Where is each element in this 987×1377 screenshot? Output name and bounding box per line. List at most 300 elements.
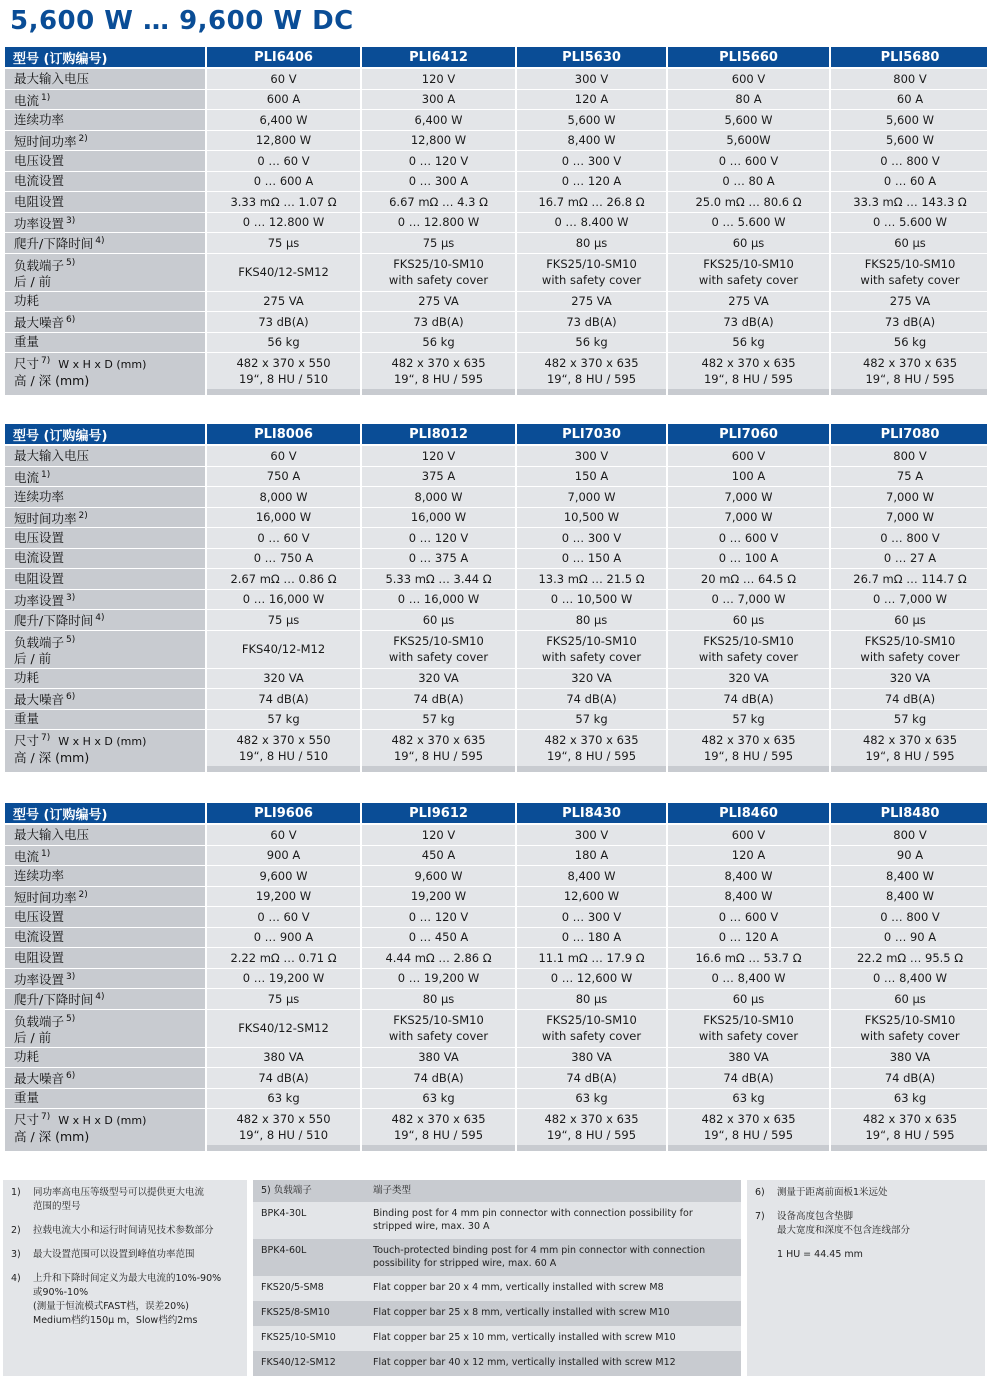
row-label-text — [14, 590, 203, 609]
table-cell: 0 … 150 A — [517, 549, 666, 570]
terminal-desc — [373, 1282, 741, 1295]
row-label — [5, 172, 205, 193]
row-label — [5, 825, 205, 846]
row-label-text — [14, 950, 203, 966]
row-label-main: 尺寸 — [14, 356, 40, 371]
cell-line-2: with safety cover — [860, 650, 960, 664]
table-cell: 600 V — [668, 446, 829, 467]
footnote-ref: 1) — [41, 848, 51, 859]
table-cell: 12,800 W — [362, 131, 515, 152]
row-label-main: 功率设置 — [14, 215, 65, 231]
table-cell: 0 … 300 A — [362, 172, 515, 193]
table-cell: 57 kg — [362, 710, 515, 731]
table-cell: 16,000 W — [207, 508, 360, 529]
table-cell: 5,600W — [668, 131, 829, 152]
footnotes-left — [3, 1180, 247, 1376]
terminal-desc-line: Touch-protected binding post for 4 mm pin connector with connection — [373, 1245, 706, 1256]
row-label-main: 负载端子 — [14, 1013, 65, 1029]
cell-line-1: 482 x 370 x 550 — [236, 1112, 331, 1126]
row-label-main: 最大噪音 — [14, 692, 65, 708]
table-cell — [517, 1109, 666, 1151]
table-cell — [517, 730, 666, 772]
row-label-text — [14, 90, 203, 109]
table-cell: 0 … 60 V — [207, 528, 360, 549]
table-cell: 74 dB(A) — [517, 689, 666, 710]
table-cell: 60 µs — [831, 989, 987, 1010]
footnote-line: 或90%-10% — [33, 1287, 89, 1298]
table-cell: 8,400 W — [517, 131, 666, 152]
table-cell — [668, 254, 829, 292]
table-cell: 300 V — [517, 446, 666, 467]
table-row — [5, 254, 987, 292]
footnote-ref: 7) — [41, 733, 51, 743]
table-cell: 75 µs — [207, 233, 360, 254]
cell-line-1: FKS25/10-SM10 — [864, 1013, 956, 1027]
terminal-desc-line: Flat copper bar 20 x 4 mm, vertically installed with screw M8 — [373, 1282, 664, 1293]
row-label — [5, 508, 205, 529]
footnote-ref: 3) — [66, 215, 76, 226]
row-label-main: 电流设置 — [14, 929, 65, 945]
header-row — [5, 47, 987, 69]
terminal-desc — [373, 1332, 741, 1345]
table-cell: 0 … 16,000 W — [362, 590, 515, 611]
table-cell: 120 A — [668, 846, 829, 867]
footnote-line: (测量于恒流模式FAST档，误差20%) — [33, 1301, 189, 1312]
row-label — [5, 907, 205, 928]
terminal-header-key: 5) 负载端子 — [261, 1184, 312, 1196]
table-cell: 63 kg — [831, 1089, 987, 1110]
row-label — [5, 467, 205, 488]
table-cell: 0 … 8,400 W — [668, 969, 829, 990]
table-cell: 380 VA — [362, 1048, 515, 1069]
row-label-line2: 高 / 深 (mm) — [14, 750, 90, 765]
row-label — [5, 669, 205, 690]
terminal-row — [253, 1326, 741, 1351]
terminal-row — [253, 1301, 741, 1326]
table-cell: 56 kg — [668, 333, 829, 354]
table-cell — [207, 254, 360, 292]
table-cell: 63 kg — [668, 1089, 829, 1110]
table-cell — [831, 1109, 987, 1151]
table-cell: 5,600 W — [668, 110, 829, 131]
row-label-text — [14, 112, 203, 128]
table-row — [5, 1010, 987, 1048]
row-label — [5, 1109, 205, 1151]
terminal-key: BPK4-30L — [261, 1208, 307, 1219]
table-row — [5, 467, 987, 488]
table-row — [5, 233, 987, 254]
footnote-ref: 3) — [66, 971, 76, 982]
table-row — [5, 1068, 987, 1089]
footnote-ref: 7) — [41, 1112, 51, 1122]
row-label-main: 电阻设置 — [14, 570, 65, 586]
table-row — [5, 866, 987, 887]
table-cell: 60 µs — [831, 610, 987, 631]
row-label-main: 功耗 — [14, 670, 40, 686]
table-cell: 80 µs — [362, 989, 515, 1010]
row-label-text — [14, 1049, 203, 1065]
table-cell: 75 µs — [362, 233, 515, 254]
table-cell: 20 mΩ … 64.5 Ω — [668, 569, 829, 590]
table-cell: 3.33 mΩ … 1.07 Ω — [207, 192, 360, 213]
table-cell: 0 … 60 V — [207, 907, 360, 928]
cell-line-2: with safety cover — [860, 273, 960, 287]
row-label — [5, 353, 205, 395]
footnote-line: 范围的型号 — [33, 1201, 81, 1212]
row-label-text — [14, 969, 203, 988]
row-label-main: 连续功率 — [14, 111, 65, 127]
table-row — [5, 213, 987, 234]
footnote-ref: 4) — [95, 236, 105, 247]
table-cell: 11.1 mΩ … 17.9 Ω — [517, 948, 666, 969]
footnotes-right — [747, 1180, 985, 1376]
footnote-ref: 2) — [78, 133, 88, 144]
terminal-desc-line: Flat copper bar 40 x 12 mm, vertically installed with screw M12 — [373, 1357, 676, 1368]
table-cell: 0 … 800 V — [831, 907, 987, 928]
table-cell: 60 A — [831, 90, 987, 111]
row-label-text — [14, 448, 203, 464]
row-label-text — [14, 1090, 203, 1106]
row-label — [5, 233, 205, 254]
row-label — [5, 549, 205, 570]
table-cell: 74 dB(A) — [831, 1068, 987, 1089]
table-cell — [207, 353, 360, 395]
footnote — [11, 1272, 239, 1328]
row-label-text — [14, 508, 203, 527]
cell-line-1: FKS40/12-M12 — [241, 642, 326, 656]
row-label-main: 尺寸 — [14, 1112, 40, 1127]
row-label — [5, 192, 205, 213]
footnote-number: 6) — [755, 1187, 765, 1198]
table-cell: 60 V — [207, 825, 360, 846]
table-cell: 12,800 W — [207, 131, 360, 152]
row-label-main: 负载端子 — [14, 257, 65, 273]
table-cell: 75 A — [831, 467, 987, 488]
table-cell: 800 V — [831, 446, 987, 467]
footnote-number: 7) — [755, 1211, 765, 1222]
model-name: PLI5680 — [831, 47, 987, 69]
table-row — [5, 989, 987, 1010]
table-cell: 120 A — [517, 90, 666, 111]
table-row — [5, 846, 987, 867]
row-label — [5, 254, 205, 292]
table-cell: 380 VA — [831, 1048, 987, 1069]
row-label-text — [14, 571, 203, 587]
cell-line-2: 19“, 8 HU / 595 — [703, 1128, 794, 1142]
table-row — [5, 710, 987, 731]
table-cell — [831, 631, 987, 669]
table-cell: 120 V — [362, 825, 515, 846]
footnote-text — [33, 1272, 239, 1328]
table-cell: 800 V — [831, 69, 987, 90]
header-row — [5, 424, 987, 446]
table-cell: 0 … 10,500 W — [517, 590, 666, 611]
footnote-number: 3) — [11, 1249, 21, 1260]
row-label-text — [14, 153, 203, 169]
table-row — [5, 610, 987, 631]
model-name: PLI8430 — [517, 803, 666, 825]
cell-line-2: 19“, 8 HU / 595 — [865, 749, 955, 763]
row-label — [5, 1010, 205, 1048]
table-cell: 0 … 120 A — [517, 172, 666, 193]
table-cell — [668, 1109, 829, 1151]
cell-line-1: FKS25/10-SM10 — [546, 1013, 637, 1027]
row-label — [5, 989, 205, 1010]
terminal-types-table — [253, 1180, 741, 1376]
cell-line-1: FKS25/10-SM10 — [703, 1013, 794, 1027]
header-label: 型号 (订购编号) — [5, 424, 205, 446]
table-cell: 57 kg — [668, 710, 829, 731]
model-name: PLI5630 — [517, 47, 666, 69]
hu-note: 1 HU = 44.45 mm — [777, 1249, 863, 1260]
table-cell: 73 dB(A) — [831, 312, 987, 333]
table-row — [5, 151, 987, 172]
table-cell: 2.22 mΩ … 0.71 Ω — [207, 948, 360, 969]
cell-line-1: FKS40/12-SM12 — [238, 1021, 329, 1035]
cell-line-1: FKS25/10-SM10 — [703, 257, 794, 271]
row-label-main: 功耗 — [14, 293, 40, 309]
cell-line-1: FKS25/10-SM10 — [546, 634, 637, 648]
table-cell: 0 … 120 V — [362, 528, 515, 549]
table-cell: 600 A — [207, 90, 360, 111]
model-name: PLI9612 — [362, 803, 515, 825]
cell-line-2: 19“, 8 HU / 595 — [393, 749, 484, 763]
row-label — [5, 213, 205, 234]
terminal-row — [253, 1202, 741, 1239]
row-label-main: 电流 — [14, 469, 40, 485]
terminal-desc — [373, 1245, 741, 1270]
table-cell: 380 VA — [207, 1048, 360, 1069]
table-row — [5, 353, 987, 395]
row-label-text — [14, 1068, 203, 1087]
table-cell: 73 dB(A) — [517, 312, 666, 333]
table-cell: 320 VA — [517, 669, 666, 690]
table-cell: 12,600 W — [517, 887, 666, 908]
footnote-ref: 1) — [41, 469, 51, 480]
table-cell: 7,000 W — [831, 508, 987, 529]
terminal-desc — [373, 1307, 741, 1320]
table-cell — [207, 1109, 360, 1151]
table-cell: 275 VA — [207, 292, 360, 313]
table-row — [5, 825, 987, 846]
table-cell: 7,000 W — [668, 487, 829, 508]
table-cell — [362, 730, 515, 772]
row-label-text — [14, 131, 203, 150]
terminal-key: FKS40/12-SM12 — [261, 1357, 336, 1368]
terminal-desc-line: Binding post for 4 mm pin connector with connection possibility for — [373, 1208, 693, 1219]
table-row — [5, 528, 987, 549]
row-label-main: 最大输入电压 — [14, 826, 90, 842]
table-cell: 375 A — [362, 467, 515, 488]
row-label-text — [14, 71, 203, 87]
row-label-text — [14, 846, 203, 865]
table-cell: 2.67 mΩ … 0.86 Ω — [207, 569, 360, 590]
row-label-text — [14, 868, 203, 884]
model-name: PLI8006 — [207, 424, 360, 446]
footnotes — [3, 1180, 985, 1376]
table-cell: 5.33 mΩ … 3.44 Ω — [362, 569, 515, 590]
table-cell: 0 … 5.600 W — [831, 213, 987, 234]
footnote — [11, 1224, 239, 1238]
cell-line-1: 482 x 370 x 550 — [236, 356, 331, 370]
table-cell: 16.7 mΩ … 26.8 Ω — [517, 192, 666, 213]
table-cell: 80 µs — [517, 233, 666, 254]
table-cell: 0 … 600 V — [668, 907, 829, 928]
row-label-text — [14, 610, 203, 629]
cell-line-1: FKS25/10-SM10 — [864, 634, 956, 648]
table-cell — [207, 730, 360, 772]
model-name: PLI7080 — [831, 424, 987, 446]
table-cell: 9,600 W — [362, 866, 515, 887]
row-label-text — [14, 530, 203, 546]
table-cell: 13.3 mΩ … 21.5 Ω — [517, 569, 666, 590]
spec-table-3 — [3, 803, 987, 1151]
footnote — [11, 1248, 239, 1262]
row-label — [5, 590, 205, 611]
model-name: PLI7060 — [668, 424, 829, 446]
row-label-main: 最大输入电压 — [14, 70, 90, 86]
table-cell: 60 V — [207, 446, 360, 467]
row-label-line2: 后 / 前 — [14, 650, 52, 666]
table-cell: 0 … 800 V — [831, 151, 987, 172]
row-label — [5, 689, 205, 710]
footnote — [11, 1186, 239, 1214]
table-cell: 6,400 W — [362, 110, 515, 131]
row-label — [5, 333, 205, 354]
table-cell: 380 VA — [668, 1048, 829, 1069]
table-row — [5, 969, 987, 990]
table-row — [5, 292, 987, 313]
row-label — [5, 151, 205, 172]
row-label-text — [14, 334, 203, 350]
cell-line-2: 19“, 8 HU / 510 — [238, 1128, 329, 1142]
table-cell — [517, 353, 666, 395]
cell-line-2: 19“, 8 HU / 595 — [703, 749, 794, 763]
row-label-main: 爬升/下降时间 — [14, 613, 94, 629]
footnote-ref: 1) — [41, 92, 51, 103]
table-cell: 750 A — [207, 467, 360, 488]
terminal-row — [253, 1276, 741, 1301]
model-name: PLI8480 — [831, 803, 987, 825]
table-cell: 63 kg — [207, 1089, 360, 1110]
table-cell: 25.0 mΩ … 80.6 Ω — [668, 192, 829, 213]
row-label-main: 短时间功率 — [14, 133, 77, 149]
table-cell: 0 … 19,200 W — [207, 969, 360, 990]
table-row — [5, 669, 987, 690]
table-cell — [831, 1010, 987, 1048]
table-cell: 6.67 mΩ … 4.3 Ω — [362, 192, 515, 213]
footnote-number: 1) — [11, 1187, 21, 1198]
table-cell: 800 V — [831, 825, 987, 846]
row-label — [5, 90, 205, 111]
table-row — [5, 131, 987, 152]
table-cell: 0 … 300 V — [517, 528, 666, 549]
cell-line-2: with safety cover — [541, 650, 642, 664]
row-label-text — [14, 929, 203, 945]
row-label-main: 重量 — [14, 711, 40, 727]
table-cell: 8,400 W — [517, 866, 666, 887]
spec-table-2 — [3, 424, 987, 772]
row-label-text — [14, 1011, 203, 1030]
table-cell: 0 … 300 V — [517, 151, 666, 172]
table-cell: 7,000 W — [668, 508, 829, 529]
row-label-text — [14, 711, 203, 727]
terminal-key: FKS20/5-SM8 — [261, 1282, 324, 1293]
row-label-main: 重量 — [14, 334, 40, 350]
row-label-main: 连续功率 — [14, 488, 65, 504]
terminal-desc-line: stripped wire, max. 30 A — [373, 1220, 490, 1232]
table-cell — [831, 730, 987, 772]
cell-line-2: 19“, 8 HU / 595 — [546, 749, 637, 763]
row-label-text — [14, 887, 203, 906]
table-row — [5, 446, 987, 467]
table-cell: 0 … 7,000 W — [668, 590, 829, 611]
row-label-main: 爬升/下降时间 — [14, 236, 94, 252]
cell-line-2: with safety cover — [541, 273, 642, 287]
table-cell: 900 A — [207, 846, 360, 867]
table-row — [5, 689, 987, 710]
table-cell — [207, 631, 360, 669]
row-label-text — [14, 213, 203, 232]
table-cell: 0 … 8,400 W — [831, 969, 987, 990]
table-cell: 60 µs — [362, 610, 515, 631]
row-label-main: 功耗 — [14, 1049, 40, 1065]
footnote — [755, 1186, 977, 1200]
row-label-text — [14, 489, 203, 505]
cell-line-1: 482 x 370 x 635 — [862, 1112, 958, 1126]
table-cell: 0 … 375 A — [362, 549, 515, 570]
row-label-text — [14, 670, 203, 686]
table-cell: 80 A — [668, 90, 829, 111]
table-cell: 0 … 300 V — [517, 907, 666, 928]
cell-line-2: 19“, 8 HU / 510 — [238, 372, 329, 386]
row-label-main: 连续功率 — [14, 867, 65, 883]
terminal-key: FKS25/8-SM10 — [261, 1307, 330, 1318]
table-cell: 320 VA — [668, 669, 829, 690]
table-cell: 0 … 100 A — [668, 549, 829, 570]
footnote-ref: 5) — [66, 634, 76, 645]
table-row — [5, 590, 987, 611]
header-label: 型号 (订购编号) — [5, 803, 205, 825]
table-cell: 300 A — [362, 90, 515, 111]
table-cell: 80 µs — [517, 989, 666, 1010]
table-cell: 275 VA — [517, 292, 666, 313]
model-name: PLI6406 — [207, 47, 360, 69]
table-cell: 4.44 mΩ … 2.86 Ω — [362, 948, 515, 969]
terminal-key: BPK4-60L — [261, 1245, 307, 1256]
table-cell: 320 VA — [207, 669, 360, 690]
table-cell: 56 kg — [831, 333, 987, 354]
table-cell: 5,600 W — [831, 131, 987, 152]
row-label — [5, 887, 205, 908]
row-label — [5, 1068, 205, 1089]
row-label-unit: W x H x D (mm) — [58, 735, 147, 748]
row-label-main: 功率设置 — [14, 592, 65, 608]
model-name: PLI6412 — [362, 47, 515, 69]
row-label — [5, 292, 205, 313]
table-row — [5, 508, 987, 529]
row-label — [5, 569, 205, 590]
footnote-line: 测量于距离前面板1米远处 — [777, 1187, 888, 1198]
footnote-ref: 5) — [66, 257, 76, 268]
header-row — [5, 803, 987, 825]
table-cell: 0 … 600 V — [668, 528, 829, 549]
terminal-desc — [373, 1208, 741, 1233]
table-cell: 63 kg — [517, 1089, 666, 1110]
footnote-line: 最大设置范围可以设置到峰值功率范围 — [33, 1249, 195, 1260]
row-label — [5, 710, 205, 731]
table-row — [5, 631, 987, 669]
